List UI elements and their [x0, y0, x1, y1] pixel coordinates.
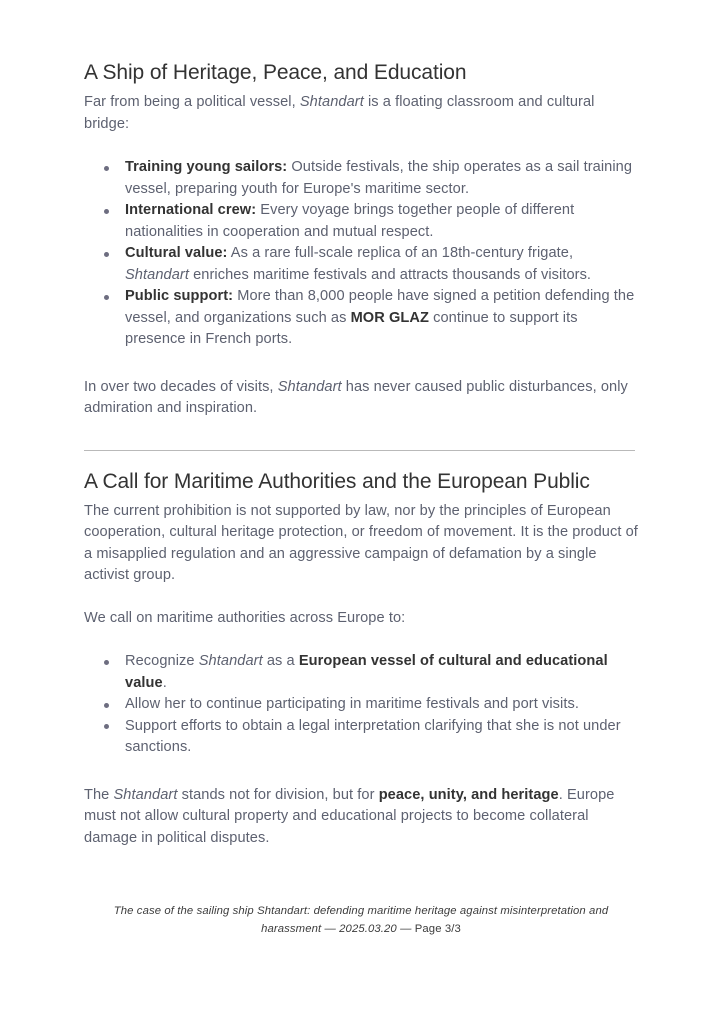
list-item — [84, 243, 638, 286]
spacer — [84, 135, 638, 157]
ship-name-italic: Shtandart — [113, 786, 178, 803]
bullet-text-middle: as a — [262, 653, 299, 669]
closing-text-part1: In over two decades of visits, — [84, 378, 278, 395]
spacer — [84, 451, 638, 467]
list-item — [84, 694, 638, 716]
section-heading-ship-of-heritage: A Ship of Heritage, Peace, and Education — [84, 61, 467, 84]
list-item — [84, 200, 638, 243]
footer-page-number: Page 3/3 — [414, 922, 461, 935]
list-item — [84, 157, 638, 200]
closing-text-part2: has never caused public disturbances, only admiration and inspiration. — [84, 378, 628, 416]
ship-name-italic: Shtandart — [125, 266, 189, 283]
ship-name-italic: Shtandart — [198, 653, 263, 669]
closing-text-part1: The — [84, 786, 114, 803]
bullet-text: Support efforts to obtain a legal interpretation clarifying that she is not under sanctions. — [125, 717, 621, 755]
bullet-text: Allow her to continue participating in maritime festivals and port visits. — [125, 696, 579, 712]
bullet-text: Outside festivals, the ship operates as a sail training vessel, preparing youth for Europe's maritime sector. — [125, 159, 633, 197]
closing-emphasis: peace, unity, and heritage — [378, 786, 559, 803]
section1-closing-paragraph — [84, 377, 638, 420]
section1-intro-paragraph — [84, 92, 638, 135]
bullet-label: Cultural value: — [125, 245, 228, 261]
section2-bullet-list — [84, 651, 638, 759]
bullet-text-before: Recognize — [125, 653, 199, 669]
section-heading-call-for-maritime-authorities: A Call for Maritime Authorities and the European Public — [84, 469, 590, 493]
bullet-text-before: As a rare full-scale replica of an 18th-century frigate, — [227, 245, 574, 261]
bullet-text: Every voyage brings together people of different nationalities in cooperation and mutual respect. — [125, 202, 575, 240]
bullet-label: Public support: — [125, 288, 234, 304]
intro-text-part2: is a floating classroom and cultural bridge: — [84, 94, 595, 132]
bullet-text-after: continue to support its presence in French ports. — [125, 309, 578, 347]
list-item — [84, 716, 638, 759]
bullet-emphasis-mor-glaz: MOR GLAZ — [350, 309, 429, 326]
ship-name-italic: Shtandart — [299, 94, 364, 110]
ship-name-italic: Shtandart — [277, 378, 342, 395]
bullet-text-before: More than 8,000 people have signed a petition defending the vessel, and organizations such as — [125, 288, 635, 326]
closing-text-part3: . Europe must not allow cultural property and educational projects to become collateral damage in political disputes. — [84, 786, 615, 846]
spacer — [84, 759, 638, 785]
page-footer — [84, 903, 638, 938]
footer-line-2: harassment — 2025.03.20 — — [261, 922, 415, 935]
section2-paragraph-1: The current prohibition is not supported by law, nor by the principles of European cooperation, cultural heritage protection, or freedom of movement. It is the product of a misapplied regulation and an aggressive campaign of defamation by a single activist group. — [84, 502, 638, 583]
section2-closing-paragraph — [84, 785, 638, 850]
closing-text-part2: stands not for division, but for — [177, 786, 379, 803]
section2-paragraph-2: We call on maritime authorities across Europe to: — [84, 609, 406, 626]
bullet-emphasis: European vessel of cultural and educational value — [125, 653, 608, 691]
intro-text-part1: Far from being a political vessel, — [84, 94, 300, 110]
spacer — [84, 351, 638, 377]
list-item — [84, 651, 638, 694]
bullet-label: International crew: — [125, 202, 257, 218]
list-item — [84, 286, 638, 351]
bullet-text-after: . — [162, 674, 167, 691]
section1-bullet-list — [84, 157, 638, 351]
spacer — [84, 420, 638, 450]
spacer — [84, 629, 638, 651]
bullet-text-after: enriches maritime festivals and attracts thousands of visitors. — [188, 266, 592, 283]
footer-line-1: The case of the sailing ship Shtandart: defending maritime heritage against misinterpretation and — [113, 905, 609, 917]
bullet-label: Training young sailors: — [125, 159, 288, 175]
document-content — [84, 58, 638, 849]
